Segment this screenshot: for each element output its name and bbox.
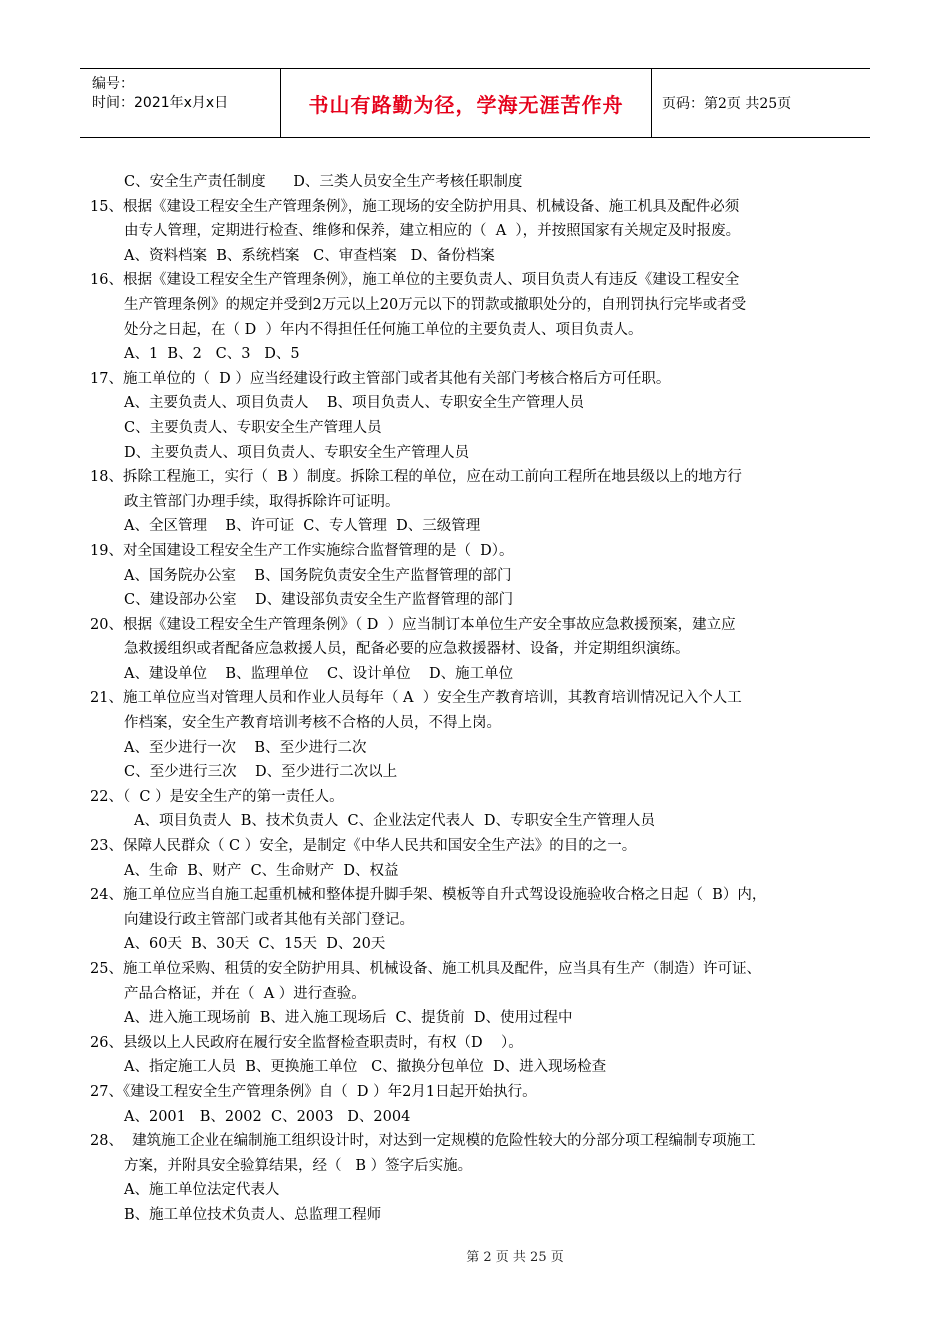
header-page-number: 页码：第2页 共25页: [662, 96, 792, 112]
document-time-label: 时间：2021年x月x日: [92, 95, 229, 111]
choice-line: C、安全生产责任制度 D、三类人员安全生产考核任职制度: [124, 174, 523, 190]
choice-line: A、2001 B、2002 C、2003 D、2004: [124, 1108, 411, 1125]
choice-line: A、生命 B、财产 C、生命财产 D、权益: [124, 862, 399, 879]
question-line: 17、施工单位的（ D ）应当经建设行政主管部门或者其他有关部门考核合格后方可任职。: [90, 370, 671, 387]
question-list: [90, 170, 880, 1228]
choice-line: C、建设部办公室 D、建设部负责安全生产监督管理的部门: [124, 592, 514, 609]
question-line: 26、县级以上人民政府在履行安全监督检查职责时，有权（D ）。: [90, 1034, 523, 1051]
choice-line: A、全区管理 B、许可证 C、专人管理 D、三级管理: [124, 518, 481, 535]
question-line: 27、《建设工程安全生产管理条例》自（ D ）年2月1日起开始执行。: [90, 1083, 537, 1100]
question-line: 23、保障人民群众（ C ）安全，是制定《中华人民共和国安全生产法》的目的之一。: [90, 838, 637, 855]
choice-line: 产品合格证，并在（ A ）进行查验。: [124, 985, 366, 1002]
choice-line: A、指定施工人员 B、更换施工单位 C、撤换分包单位 D、进入现场检查: [124, 1059, 607, 1076]
choice-line: 急救援组织或者配备应急救援人员，配备必要的应急救援器材、设备，并定期组织演练。: [124, 641, 690, 658]
choice-line: A、进入施工现场前 B、进入施工现场后 C、提货前 D、使用过程中: [124, 1010, 573, 1027]
page-footer: [0, 1246, 950, 1265]
header-motto: 书山有路勤为径，学海无涯苦作舟: [308, 92, 624, 117]
choice-line: A、建设单位 B、监理单位 C、设计单位 D、施工单位: [124, 665, 514, 682]
question-line: 24、施工单位应当自施工起重机械和整体提升脚手架、模板等自升式驾设设施验收合格之日起（ B）内，: [90, 887, 767, 904]
choice-line: A、项目负责人 B、技术负责人 C、企业法定代表人 D、专职安全生产管理人员: [134, 813, 655, 830]
choice-line: 政主管部门办理手续，取得拆除许可证明。: [124, 493, 400, 510]
choice-line: A、国务院办公室 B、国务院负责安全生产监督管理的部门: [124, 567, 512, 584]
choice-line: D、主要负责人、项目负责人、专职安全生产管理人员: [124, 444, 470, 461]
choice-line: A、资料档案 B、系统档案 C、审查档案 D、备份档案: [124, 247, 495, 264]
header-page-info: [652, 69, 870, 137]
question-line: 20、根据《建设工程安全生产管理条例》（ D ）应当制订本单位生产安全事故应急救援预案，建立应: [90, 616, 736, 633]
choice-line: 处分之日起，在（ D ）年内不得担任任何施工单位的主要负责人、项目负责人。: [124, 321, 643, 338]
question-line: 19、对全国建设工程安全生产工作实施综合监督管理的是（ D）。: [90, 542, 514, 559]
header-motto-cell: [280, 69, 652, 137]
choice-line: A、1 B、2 C、3 D、5: [124, 346, 300, 363]
choice-line: A、施工单位法定代表人: [124, 1182, 280, 1199]
question-line: 16、根据《建设工程安全生产管理条例》，施工单位的主要负责人、项目负责人有违反《建设工程安全: [90, 272, 740, 289]
question-line: 21、施工单位应当对管理人员和作业人员每年（ A ）安全生产教育培训，其教育培训情况记入个人工: [90, 690, 742, 707]
document-number-label: 编号：: [92, 76, 134, 92]
choice-line: C、主要负责人、专职安全生产管理人员: [124, 419, 382, 436]
question-line: 28、 建筑施工企业在编制施工组织设计时，对达到一定规模的危险性较大的分部分项工程编制专项施工: [90, 1133, 756, 1150]
choice-line: 生产管理条例》的规定并受到2万元以上20万元以下的罚款或撤职处分的，自刑罚执行完毕或者受: [124, 296, 747, 313]
header-meta: [80, 69, 280, 137]
choice-line: 由专人管理，定期进行检查、维修和保养，建立相应的（ A ），并按照国家有关规定及时报废。: [124, 223, 741, 240]
page-header: [80, 68, 870, 138]
choice-line: A、至少进行一次 B、至少进行二次: [124, 739, 367, 756]
choice-line: 方案，并附具安全验算结果，经（ B ）签字后实施。: [124, 1157, 473, 1174]
question-line: 25、施工单位采购、租赁的安全防护用具、机械设备、施工机具及配件，应当具有生产（制造）许可证、: [90, 961, 761, 977]
choice-line: 作档案，安全生产教育培训考核不合格的人员，不得上岗。: [124, 715, 501, 732]
choice-line: B、施工单位技术负责人、总监理工程师: [124, 1206, 382, 1223]
question-line: 15、根据《建设工程安全生产管理条例》，施工现场的安全防护用具、机械设备、施工机具及配件必须: [90, 198, 740, 215]
choice-line: A、主要负责人、项目负责人 B、项目负责人、专职安全生产管理人员: [124, 395, 585, 412]
choice-line: 向建设行政主管部门或者其他有关部门登记。: [124, 911, 414, 928]
footer-page-number: 第 2 页 共 25 页: [466, 1250, 564, 1265]
choice-line: A、60天 B、30天 C、15天 D、20天: [124, 936, 386, 953]
choice-line: C、至少进行三次 D、至少进行二次以上: [124, 764, 398, 781]
question-line: 18、拆除工程施工，实行（ B ）制度。拆除工程的单位，应在动工前向工程所在地县级以上的地方行: [90, 469, 742, 486]
question-line: 22、（ C ）是安全生产的第一责任人。: [90, 788, 344, 805]
